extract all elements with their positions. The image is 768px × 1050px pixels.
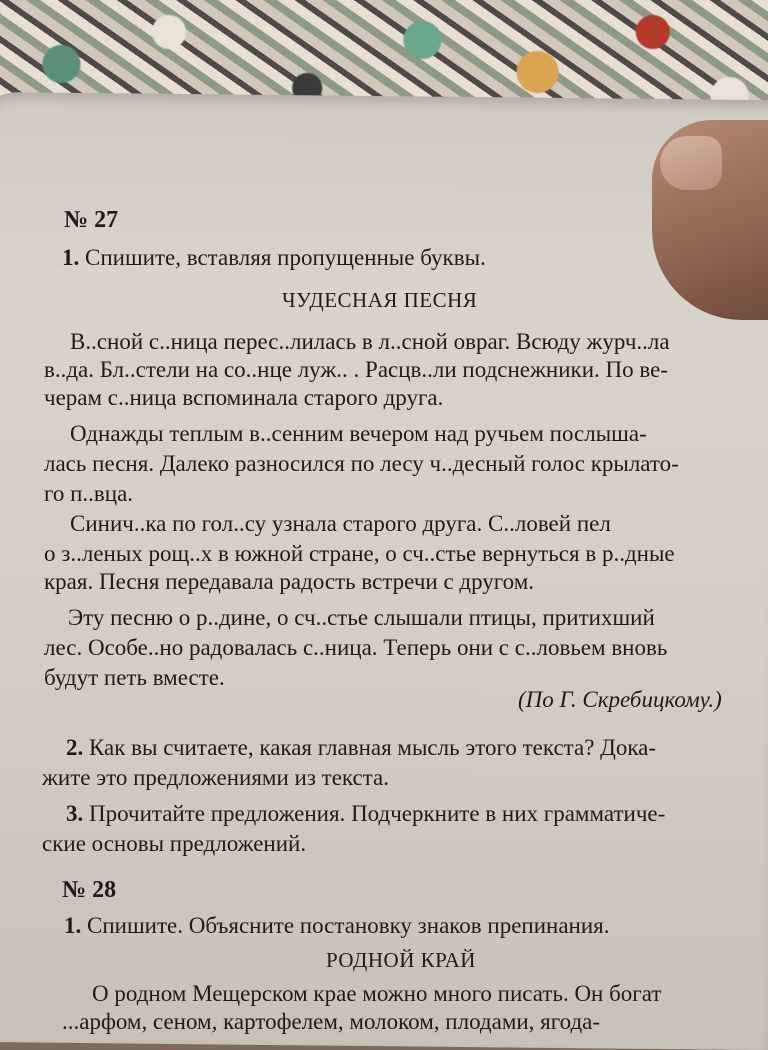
source-attribution: (По Г. Скребицкому.) [518, 687, 722, 712]
task-3-continued: ские основы предложений. [42, 831, 307, 856]
task-1 [62, 244, 486, 272]
story-line: края. Песня передавала радость встречи с другом. [44, 569, 535, 594]
story-title: ЧУДЕСНАЯ ПЕСНЯ [282, 288, 478, 312]
story-line: Эту песню о р..дине, о сч..стье слышали птицы, притихший [68, 605, 655, 630]
story-line: в..да. Бл..стели на со..нце луж.. . Расцв..ли подснежники. По ве- [44, 357, 668, 382]
story-line: Однажды теплым в..сенним вечером над ручьем послыша- [70, 421, 647, 446]
story-line: го п..вца. [44, 481, 134, 506]
task-number: 1. [62, 245, 80, 270]
story-title: РОДНОЙ КРАЙ [326, 948, 476, 972]
task-number: 2. [66, 735, 84, 760]
story-line: О родном Мещерском крае можно много писать. Он богат [92, 981, 662, 1006]
task-text: Спишите. Объясните постановку знаков препинания. [87, 913, 610, 938]
task-2-continued: жите это предложениями из текста. [42, 765, 390, 790]
story-line: черам с..ница вспоминала старого друга. [44, 385, 444, 410]
task-text: Спишите, вставляя пропущенные буквы. [85, 245, 486, 270]
task-text: Как вы считаете, какая главная мысль этого текста? Дока- [89, 735, 657, 760]
story-line: Синич..ка по гол..су узнала старого друга. С..ловей пел [70, 511, 611, 536]
story-line: будут петь вместе. [44, 665, 225, 690]
story-line: лес. Особе..но радовалась с..ница. Теперь они с с..ловьем вновь [44, 635, 668, 660]
task-number: 1. [64, 913, 82, 938]
task-2 [66, 734, 656, 762]
thumb-nail [660, 136, 722, 190]
story-line: ...арфом, сеном, картофелем, молоком, плодами, ягода- [62, 1009, 601, 1034]
story-line: лась песня. Далеко разносился по лесу ч..десный голос крылато- [44, 451, 679, 476]
task-1 [64, 912, 610, 940]
task-text: Прочитайте предложения. Подчеркните в них грамматиче- [89, 801, 666, 826]
task-number: 3. [66, 801, 84, 826]
exercise-number: № 27 [64, 207, 119, 233]
story-line: В..сной с..ница перес..лилась в л..сной овраг. Всюду журч..ла [70, 329, 670, 354]
exercise-number: № 28 [62, 877, 117, 903]
story-line: о з..леных рощ..х в южной стране, о сч..стье вернуться в р..дные [44, 541, 675, 566]
task-3 [66, 800, 665, 828]
